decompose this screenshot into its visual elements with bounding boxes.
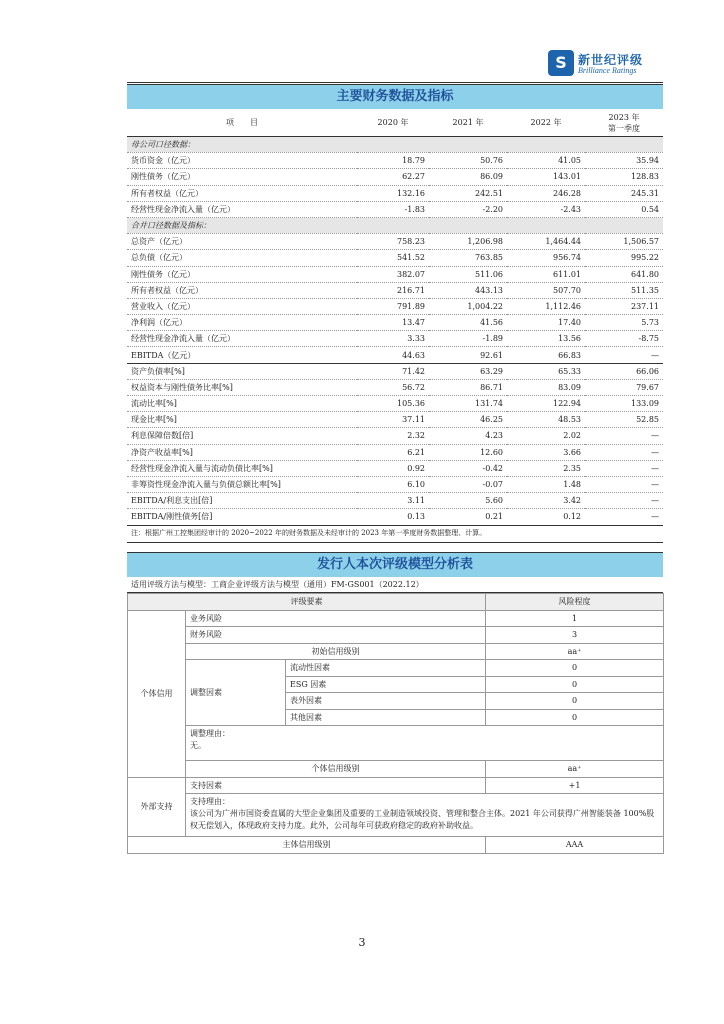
- row-label: EBITDA/刚性债务[倍]: [127, 509, 357, 525]
- row-value: 2.32: [357, 428, 429, 444]
- row-value: 41.05: [507, 153, 585, 169]
- adjust-item-value: 0: [486, 693, 664, 710]
- row-value: 71.42: [357, 363, 429, 379]
- page-number: 3: [358, 936, 366, 949]
- row-value: 3.33: [357, 331, 429, 347]
- logo-mark-icon: S: [548, 50, 574, 76]
- row-label: 货币资金（亿元）: [127, 153, 357, 169]
- model-method: 适用评级方法与模型：工商企业评级方法与模型（通用）FM-GS001（2022.12）: [127, 577, 663, 593]
- row-value: 17.40: [507, 315, 585, 331]
- row-value: 52.85: [585, 412, 663, 428]
- row-value: 1.48: [507, 476, 585, 492]
- table-row: [127, 493, 663, 509]
- header-rule: [127, 82, 663, 83]
- row-value: -2.20: [429, 201, 507, 217]
- row-value: 0.12: [507, 509, 585, 525]
- row-value: 242.51: [429, 185, 507, 201]
- head-factor: 评级要素: [128, 594, 486, 611]
- row-value: -0.42: [429, 460, 507, 476]
- row-value: 1,112.46: [507, 298, 585, 314]
- row-value: -1.83: [357, 201, 429, 217]
- row-label: 所有者权益（亿元）: [127, 185, 357, 201]
- row-label: 经营性现金净流入量与流动负债比率[%]: [127, 460, 357, 476]
- table-row: [127, 476, 663, 492]
- table-row: [127, 396, 663, 412]
- row-value: -2.43: [507, 201, 585, 217]
- table-row: [127, 282, 663, 298]
- row-value: 1,464.44: [507, 234, 585, 250]
- row-value: 13.47: [357, 315, 429, 331]
- row-value: 216.71: [357, 282, 429, 298]
- row-label: 资产负债率[%]: [127, 363, 357, 379]
- individual-credit-label: 个体信用: [128, 610, 186, 777]
- logo-cn: 新世纪评级: [578, 53, 644, 67]
- row-value: —: [585, 509, 663, 525]
- row-label: 总资产（亿元）: [127, 234, 357, 250]
- table-row: [127, 363, 663, 379]
- individual-rating-label: 个体信用级别: [186, 761, 486, 778]
- row-value: 2.35: [507, 460, 585, 476]
- table-row: [127, 153, 663, 169]
- table-row: [127, 460, 663, 476]
- row-value: 86.71: [429, 379, 507, 395]
- table-row: [127, 250, 663, 266]
- financial-risk-value: 3: [486, 627, 664, 644]
- row-label: 所有者权益（亿元）: [127, 282, 357, 298]
- row-value: 46.25: [429, 412, 507, 428]
- row-value: 13.56: [507, 331, 585, 347]
- row-value: 79.67: [585, 379, 663, 395]
- row-value: -8.75: [585, 331, 663, 347]
- financial-title: 主要财务数据及指标: [127, 84, 663, 109]
- row-value: 35.94: [585, 153, 663, 169]
- adjust-item-value: 0: [486, 676, 664, 693]
- final-rating-value: AAA: [486, 837, 664, 854]
- row-value: 641.80: [585, 266, 663, 282]
- adjust-reason-cell: [186, 726, 664, 761]
- individual-rating-value: aa⁺: [486, 761, 664, 778]
- row-label: 净资产收益率[%]: [127, 444, 357, 460]
- adjust-item-label: 其他因素: [286, 709, 486, 726]
- row-value: 44.63: [357, 347, 429, 363]
- adjust-item-value: 0: [486, 709, 664, 726]
- column-header: 2021 年: [429, 109, 507, 137]
- row-value: 6.21: [357, 444, 429, 460]
- table-header-row: [127, 109, 663, 137]
- logo-en: Brilliance Ratings: [578, 66, 637, 75]
- group-row-parent: [127, 137, 663, 153]
- row-value: 246.28: [507, 185, 585, 201]
- row-value: 541.52: [357, 250, 429, 266]
- row-value: 12.60: [429, 444, 507, 460]
- row-value: 4.23: [429, 428, 507, 444]
- row-value: 511.06: [429, 266, 507, 282]
- row-label: 刚性债务（亿元）: [127, 169, 357, 185]
- row-label: 净利润（亿元）: [127, 315, 357, 331]
- row-value: 1,206.98: [429, 234, 507, 250]
- table-row: [127, 379, 663, 395]
- row-value: 5.73: [585, 315, 663, 331]
- row-value: 132.16: [357, 185, 429, 201]
- row-value: 37.11: [357, 412, 429, 428]
- row-value: 758.23: [357, 234, 429, 250]
- table-row: [127, 412, 663, 428]
- column-header: 2022 年: [507, 109, 585, 137]
- table-row: [127, 298, 663, 314]
- table-row: [127, 347, 663, 363]
- row-value: 763.85: [429, 250, 507, 266]
- group-label: 合并口径数据及指标：: [127, 217, 663, 233]
- brand-logo: [548, 50, 663, 80]
- row-value: 65.33: [507, 363, 585, 379]
- table-row: [127, 509, 663, 525]
- external-support-label: 外部支持: [128, 777, 186, 837]
- row-label: 流动比率[%]: [127, 396, 357, 412]
- row-value: 63.29: [429, 363, 507, 379]
- row-value: 3.11: [357, 493, 429, 509]
- group-label: 母公司口径数据：: [127, 137, 663, 153]
- initial-rating-label: 初始信用级别: [186, 643, 486, 660]
- table-row: [127, 428, 663, 444]
- row-label: 经营性现金净流入量（亿元）: [127, 201, 357, 217]
- adjust-reason-text: 无。: [190, 741, 206, 750]
- support-reason-label: 支持理由：: [190, 797, 230, 806]
- row-value: 3.42: [507, 493, 585, 509]
- row-value: 143.01: [507, 169, 585, 185]
- business-risk-value: 1: [486, 610, 664, 627]
- adjust-item-value: 0: [486, 660, 664, 677]
- row-value: 0.54: [585, 201, 663, 217]
- row-value: 0.21: [429, 509, 507, 525]
- table-row: [127, 315, 663, 331]
- row-label: 经营性现金净流入量（亿元）: [127, 331, 357, 347]
- row-value: 92.61: [429, 347, 507, 363]
- table-row: [127, 201, 663, 217]
- row-value: 66.06: [585, 363, 663, 379]
- financial-risk-label: 财务风险: [186, 627, 486, 644]
- row-value: 62.27: [357, 169, 429, 185]
- row-value: 41.56: [429, 315, 507, 331]
- row-value: 48.53: [507, 412, 585, 428]
- row-value: 507.70: [507, 282, 585, 298]
- row-label: 非筹资性现金净流入量与负债总额比率[%]: [127, 476, 357, 492]
- row-value: 443.13: [429, 282, 507, 298]
- financial-table: [127, 109, 663, 526]
- row-value: 5.60: [429, 493, 507, 509]
- model-title: 发行人本次评级模型分析表: [127, 552, 663, 577]
- row-value: —: [585, 347, 663, 363]
- row-value: —: [585, 460, 663, 476]
- table-row: [127, 331, 663, 347]
- row-value: 0.92: [357, 460, 429, 476]
- row-value: 511.35: [585, 282, 663, 298]
- final-rating-label: 主体信用级别: [128, 837, 486, 854]
- row-value: 50.76: [429, 153, 507, 169]
- model-section: [127, 552, 663, 854]
- row-value: 86.09: [429, 169, 507, 185]
- support-factor-value: +1: [486, 777, 664, 794]
- row-label: 权益资本与刚性债务比率[%]: [127, 379, 357, 395]
- row-value: —: [585, 493, 663, 509]
- row-value: 133.09: [585, 396, 663, 412]
- row-value: —: [585, 444, 663, 460]
- row-label: EBITDA/利息支出[倍]: [127, 493, 357, 509]
- table-row: [127, 444, 663, 460]
- row-value: 1,506.57: [585, 234, 663, 250]
- table-row: [127, 234, 663, 250]
- adjust-factors-label: 调整因素: [186, 660, 286, 726]
- row-value: 2.02: [507, 428, 585, 444]
- row-value: 1,004.22: [429, 298, 507, 314]
- row-value: 995.22: [585, 250, 663, 266]
- column-header: 2023 年 第一季度: [585, 109, 663, 137]
- row-value: 105.36: [357, 396, 429, 412]
- column-header: 项 目: [127, 109, 357, 137]
- financial-section: [127, 84, 663, 543]
- row-value: 3.66: [507, 444, 585, 460]
- table-row: [127, 169, 663, 185]
- head-risk: 风险程度: [486, 594, 664, 611]
- row-value: —: [585, 428, 663, 444]
- row-value: 122.94: [507, 396, 585, 412]
- row-value: 56.72: [357, 379, 429, 395]
- group-row-consolidated: [127, 217, 663, 233]
- row-value: 382.07: [357, 266, 429, 282]
- model-table: [127, 593, 664, 854]
- row-value: 18.79: [357, 153, 429, 169]
- row-label: 现金比率[%]: [127, 412, 357, 428]
- row-label: 利息保障倍数[倍]: [127, 428, 357, 444]
- row-value: 83.09: [507, 379, 585, 395]
- row-value: 245.31: [585, 185, 663, 201]
- row-label: 刚性债务（亿元）: [127, 266, 357, 282]
- row-value: —: [585, 476, 663, 492]
- adjust-item-label: 流动性因素: [286, 660, 486, 677]
- adjust-item-label: ESG 因素: [286, 676, 486, 693]
- row-label: 营业收入（亿元）: [127, 298, 357, 314]
- row-value: 956.74: [507, 250, 585, 266]
- row-value: 128.83: [585, 169, 663, 185]
- row-value: 0.13: [357, 509, 429, 525]
- row-value: 6.10: [357, 476, 429, 492]
- row-value: 611.01: [507, 266, 585, 282]
- row-value: -0.07: [429, 476, 507, 492]
- row-value: 237.11: [585, 298, 663, 314]
- row-value: 791.89: [357, 298, 429, 314]
- table-row: [127, 266, 663, 282]
- column-header: 2020 年: [357, 109, 429, 137]
- row-value: -1.89: [429, 331, 507, 347]
- adjust-item-label: 表外因素: [286, 693, 486, 710]
- row-label: 总负债（亿元）: [127, 250, 357, 266]
- row-label: EBITDA（亿元）: [127, 347, 357, 363]
- support-factor-label: 支持因素: [186, 777, 486, 794]
- row-value: 131.74: [429, 396, 507, 412]
- support-reason-text: 该公司为广州市国资委直属的大型企业集团及重要的工业制造领域投资、管理和整合主体。2021 年公司获得广州智能装备 100%股权无偿划入，体现政府支持力度。此外，公司每年可获政府稳定的政府补助收益。: [190, 809, 655, 830]
- initial-rating-value: aa⁺: [486, 643, 664, 660]
- table-row: [127, 185, 663, 201]
- adjust-reason-label: 调整理由：: [190, 729, 230, 738]
- row-value: 66.83: [507, 347, 585, 363]
- business-risk-label: 业务风险: [186, 610, 486, 627]
- financial-note: 注：根据广州工控集团经审计的 2020~2022 年的财务数据及未经审计的 2023 年第一季度财务数据整理、计算。: [127, 526, 663, 543]
- support-reason-cell: [186, 794, 664, 837]
